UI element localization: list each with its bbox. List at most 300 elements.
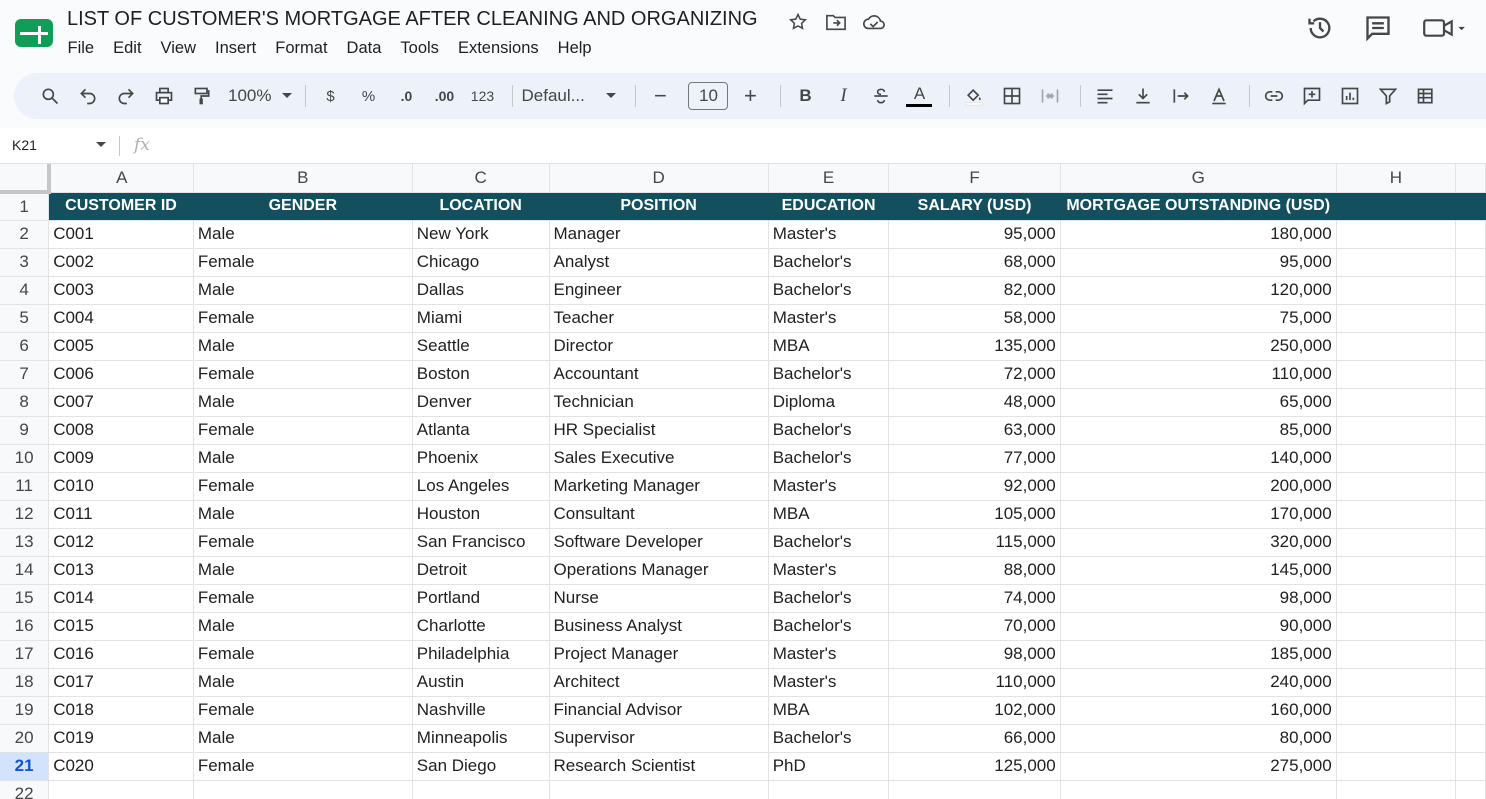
cell-position[interactable]: Research Scientist [549,752,768,780]
row-number[interactable]: 17 [0,640,49,668]
cell-position[interactable]: Analyst [549,248,768,276]
insert-chart-icon[interactable] [1334,80,1366,112]
cell-salary[interactable]: 72,000 [889,360,1060,388]
header-cell-education[interactable]: EDUCATION [768,192,889,220]
cell-position[interactable]: Marketing Manager [549,472,768,500]
cell-mortgage[interactable]: 75,000 [1060,304,1336,332]
cell-location[interactable]: Portland [412,584,549,612]
row-number[interactable]: 6 [0,332,49,360]
header-cell-position[interactable]: POSITION [549,192,768,220]
cloud-saved-icon[interactable] [862,10,886,34]
paint-format-icon[interactable] [186,80,218,112]
cell-gender[interactable]: Female [193,696,412,724]
meet-video-icon[interactable] [1422,14,1466,42]
cell-empty[interactable] [1336,220,1456,248]
cell-position[interactable]: Consultant [549,500,768,528]
cell-empty[interactable] [49,780,194,799]
cell-position[interactable]: Manager [549,220,768,248]
cell-gender[interactable]: Male [193,444,412,472]
cell-position[interactable]: Financial Advisor [549,696,768,724]
filter-views-icon[interactable] [1410,80,1442,112]
cell-location[interactable]: Denver [412,388,549,416]
cell-gender[interactable]: Male [193,388,412,416]
cell-mortgage[interactable]: 275,000 [1060,752,1336,780]
row-number[interactable]: 5 [0,304,49,332]
cell-customer-id[interactable]: C014 [49,584,194,612]
table-row [0,584,1486,612]
cell-customer-id[interactable]: C009 [49,444,194,472]
cell-salary[interactable]: 77,000 [889,444,1060,472]
sheets-logo-icon[interactable] [14,18,54,48]
cell-empty[interactable] [1456,780,1486,799]
cell-empty[interactable] [549,780,768,799]
cell-location[interactable]: San Francisco [412,528,549,556]
cell-customer-id[interactable]: C008 [49,416,194,444]
cell-customer-id[interactable]: C005 [49,332,194,360]
cell-position[interactable]: Software Developer [549,528,768,556]
select-all-corner[interactable] [0,164,49,192]
borders-icon[interactable] [996,80,1028,112]
column-header-g[interactable]: G [1060,164,1336,192]
cell-gender[interactable]: Male [193,276,412,304]
cell-position[interactable]: Director [549,332,768,360]
cell-education[interactable]: Master's [768,640,889,668]
cell-customer-id[interactable]: C013 [49,556,194,584]
cell-empty[interactable] [1456,220,1486,248]
column-header-c[interactable]: C [412,164,549,192]
cell-gender[interactable]: Female [193,248,412,276]
cell-empty[interactable] [1456,500,1486,528]
column-header-f[interactable]: F [889,164,1060,192]
cell-location[interactable]: Boston [412,360,549,388]
cell-education[interactable]: MBA [768,500,889,528]
version-history-icon[interactable] [1306,14,1334,42]
cell-mortgage[interactable]: 320,000 [1060,528,1336,556]
cell-salary[interactable]: 68,000 [889,248,1060,276]
cell-empty[interactable] [1336,472,1456,500]
cell-empty[interactable] [1456,416,1486,444]
menu-file[interactable]: File [67,39,95,57]
cell-position[interactable]: Project Manager [549,640,768,668]
menu-format[interactable]: Format [275,39,328,57]
cell-empty[interactable] [1456,304,1486,332]
cell-education[interactable]: Bachelor's [768,360,889,388]
cell-salary[interactable]: 98,000 [889,640,1060,668]
cell-empty[interactable] [1336,612,1456,640]
cell-education[interactable]: Master's [768,472,889,500]
row-number[interactable]: 12 [0,500,49,528]
row-number[interactable]: 15 [0,584,49,612]
cell-empty[interactable] [1456,556,1486,584]
cell-education[interactable]: MBA [768,332,889,360]
cell-salary[interactable]: 88,000 [889,556,1060,584]
cell-empty[interactable] [1336,724,1456,752]
cell-location[interactable]: Austin [412,668,549,696]
column-header-a[interactable]: A [49,164,194,192]
column-header-e[interactable]: E [768,164,889,192]
format-currency-button[interactable]: $ [326,87,335,105]
column-header-d[interactable]: D [549,164,768,192]
cell-gender[interactable]: Female [193,752,412,780]
cell-mortgage[interactable]: 250,000 [1060,332,1336,360]
cell-empty[interactable] [1336,276,1456,304]
fill-color-icon[interactable] [958,80,990,112]
insert-comment-icon[interactable] [1296,80,1328,112]
cell-empty[interactable] [1456,360,1486,388]
column-header-next[interactable] [1456,164,1486,192]
row-number[interactable]: 7 [0,360,49,388]
table-row [0,780,1486,799]
cell-gender[interactable]: Female [193,584,412,612]
header-cell-mortgage[interactable]: MORTGAGE OUTSTANDING (USD) [1060,192,1336,220]
cell-empty[interactable] [1336,752,1456,780]
cell-empty[interactable] [1456,388,1486,416]
cell-empty[interactable] [1336,528,1456,556]
table-row [0,640,1486,668]
cell-mortgage[interactable]: 185,000 [1060,640,1336,668]
cell-empty[interactable] [1336,780,1456,799]
cell-empty[interactable] [1456,332,1486,360]
text-wrapping-icon[interactable] [1165,80,1197,112]
menu-edit[interactable]: Edit [113,39,142,57]
cell-location[interactable]: Houston [412,500,549,528]
table-row [0,696,1486,724]
cell-mortgage[interactable]: 95,000 [1060,248,1336,276]
cell-position[interactable]: Supervisor [549,724,768,752]
cell-salary[interactable]: 95,000 [889,220,1060,248]
cell-location[interactable]: Atlanta [412,416,549,444]
cell-empty[interactable] [1336,640,1456,668]
move-folder-icon[interactable] [824,10,848,34]
more-formats-button[interactable]: 123 [470,88,495,104]
increase-decimal-button[interactable]: .00 [434,88,455,104]
text-color-button[interactable] [903,80,935,112]
font-select[interactable] [521,86,617,106]
cell-gender[interactable]: Male [193,500,412,528]
row-number[interactable]: 22 [0,780,49,799]
toolbar-divider [949,85,950,107]
header-cell-salary[interactable]: SALARY (USD) [889,192,1060,220]
row-number[interactable]: 11 [0,472,49,500]
cell-salary[interactable]: 135,000 [889,332,1060,360]
cell-customer-id[interactable]: C011 [49,500,194,528]
cell-mortgage[interactable]: 65,000 [1060,388,1336,416]
cell-customer-id[interactable]: C020 [49,752,194,780]
cell-education[interactable]: Bachelor's [768,724,889,752]
cell-salary[interactable]: 66,000 [889,724,1060,752]
menu-view[interactable]: View [160,39,196,57]
cell-customer-id[interactable]: C010 [49,472,194,500]
row-number[interactable]: 9 [0,416,49,444]
cell-empty[interactable] [768,780,889,799]
row-number[interactable]: 18 [0,668,49,696]
star-icon[interactable] [786,10,810,34]
cell-salary[interactable]: 115,000 [889,528,1060,556]
cell-gender[interactable]: Male [193,668,412,696]
cell-salary[interactable]: 125,000 [889,752,1060,780]
cell-mortgage[interactable]: 240,000 [1060,668,1336,696]
cell-location[interactable]: Phoenix [412,444,549,472]
cell-position[interactable]: Engineer [549,276,768,304]
cell-position[interactable]: Teacher [549,304,768,332]
column-header-h[interactable]: H [1336,164,1456,192]
cell-gender[interactable]: Female [193,640,412,668]
cell-empty[interactable] [1456,528,1486,556]
cell-education[interactable]: Master's [768,556,889,584]
toolbar-divider [512,85,513,107]
cell-mortgage[interactable]: 85,000 [1060,416,1336,444]
cell-empty[interactable] [1336,444,1456,472]
cell-mortgage[interactable]: 145,000 [1060,556,1336,584]
cell-position[interactable]: Operations Manager [549,556,768,584]
cell-empty[interactable] [1336,668,1456,696]
bold-button[interactable]: B [799,86,812,105]
cell-position[interactable]: Accountant [549,360,768,388]
cell-empty[interactable] [1456,276,1486,304]
cell-location[interactable]: Seattle [412,332,549,360]
print-icon[interactable] [148,80,180,112]
chevron-down-icon [281,90,293,102]
cell-salary[interactable]: 110,000 [889,668,1060,696]
cell-salary[interactable]: 82,000 [889,276,1060,304]
cell-mortgage[interactable]: 80,000 [1060,724,1336,752]
cell-empty[interactable] [1336,584,1456,612]
cell-location[interactable]: Charlotte [412,612,549,640]
cell-mortgage[interactable]: 110,000 [1060,360,1336,388]
cell-education[interactable]: Bachelor's [768,528,889,556]
cell-mortgage[interactable]: 120,000 [1060,276,1336,304]
row-number[interactable]: 14 [0,556,49,584]
cell-location[interactable]: Dallas [412,276,549,304]
strikethrough-icon[interactable] [865,80,897,112]
cell-location[interactable]: Los Angeles [412,472,549,500]
table-row [0,444,1486,472]
row-number[interactable]: 19 [0,696,49,724]
cell-location[interactable]: Minneapolis [412,724,549,752]
text-color-swatch [906,104,932,107]
cell-customer-id[interactable]: C018 [49,696,194,724]
font-size-input[interactable]: 10 [688,82,728,110]
cell-education[interactable]: Bachelor's [768,248,889,276]
cell-gender[interactable]: Female [193,528,412,556]
cell-empty[interactable] [412,780,549,799]
menu-tools[interactable]: Tools [400,39,439,57]
cell-customer-id[interactable]: C004 [49,304,194,332]
cell-empty[interactable] [1336,304,1456,332]
comments-icon[interactable] [1364,14,1392,42]
search-menus-icon[interactable] [34,80,66,112]
cell-empty[interactable] [1336,500,1456,528]
cell-gender[interactable]: Female [193,416,412,444]
cell-empty[interactable] [1456,444,1486,472]
cell-gender[interactable]: Female [193,304,412,332]
table-body [0,220,1486,799]
cell-education[interactable]: Master's [768,220,889,248]
cell-customer-id[interactable]: C016 [49,640,194,668]
cell-mortgage[interactable]: 160,000 [1060,696,1336,724]
cell-mortgage[interactable]: 180,000 [1060,220,1336,248]
cell-customer-id[interactable]: C006 [49,360,194,388]
table-header-row [0,192,1486,220]
cell-gender[interactable]: Male [193,220,412,248]
cell-empty[interactable] [1336,360,1456,388]
cell-gender[interactable]: Female [193,360,412,388]
increase-font-size-icon[interactable]: + [744,83,757,108]
cell-customer-id[interactable]: C007 [49,388,194,416]
cell-empty[interactable] [1336,556,1456,584]
zoom-select[interactable] [224,86,297,106]
header-cell-location[interactable]: LOCATION [412,192,549,220]
row-number[interactable]: 10 [0,444,49,472]
row-number[interactable]: 8 [0,388,49,416]
menu-data[interactable]: Data [346,39,382,57]
cell-education[interactable]: Master's [768,304,889,332]
row-number[interactable]: 3 [0,248,49,276]
table-row [0,220,1486,248]
cell-empty[interactable] [1456,696,1486,724]
cell-education[interactable]: Bachelor's [768,444,889,472]
cell-gender[interactable]: Male [193,556,412,584]
cell-empty[interactable] [1336,388,1456,416]
cell-empty[interactable] [1336,696,1456,724]
menu-insert[interactable]: Insert [215,39,257,57]
cell-location[interactable]: San Diego [412,752,549,780]
cell-education[interactable]: Master's [768,668,889,696]
row-number[interactable]: 2 [0,220,49,248]
cell-location[interactable]: Nashville [412,696,549,724]
row-number[interactable]: 13 [0,528,49,556]
format-percent-button[interactable]: % [361,87,376,105]
cell-education[interactable]: MBA [768,696,889,724]
cell-location[interactable]: New York [412,220,549,248]
merge-cells-icon[interactable] [1034,80,1066,112]
cell-customer-id[interactable]: C001 [49,220,194,248]
cell-gender[interactable]: Male [193,332,412,360]
cell-position[interactable]: Technician [549,388,768,416]
cell-gender[interactable]: Male [193,612,412,640]
chevron-down-icon[interactable] [96,140,106,150]
redo-icon[interactable] [110,80,142,112]
cell-empty[interactable] [193,780,412,799]
row-number[interactable]: 20 [0,724,49,752]
cell-empty[interactable] [1456,668,1486,696]
cell-mortgage[interactable]: 98,000 [1060,584,1336,612]
row-number[interactable]: 16 [0,612,49,640]
cell-mortgage[interactable]: 140,000 [1060,444,1336,472]
formula-divider [119,136,120,156]
cell-position[interactable]: Nurse [549,584,768,612]
italic-button[interactable]: I [840,85,847,106]
cell-empty[interactable] [1336,248,1456,276]
cell-empty[interactable] [1456,584,1486,612]
cell-empty[interactable] [1336,416,1456,444]
filter-icon[interactable] [1372,80,1404,112]
cell-position[interactable]: HR Specialist [549,416,768,444]
cell-customer-id[interactable]: C003 [49,276,194,304]
cell-gender[interactable]: Male [193,724,412,752]
cell-location[interactable]: Miami [412,304,549,332]
cell-customer-id[interactable]: C017 [49,668,194,696]
vertical-align-icon[interactable] [1127,80,1159,112]
cell-salary[interactable]: 48,000 [889,388,1060,416]
column-header-b[interactable]: B [193,164,412,192]
header-cell-gender[interactable]: GENDER [193,192,412,220]
cell-education[interactable]: Bachelor's [768,416,889,444]
table-row [0,360,1486,388]
cell-empty[interactable] [1336,332,1456,360]
decrease-font-size-icon[interactable]: − [654,83,667,108]
cell-customer-id[interactable]: C002 [49,248,194,276]
header-cell-customer-id[interactable]: CUSTOMER ID [49,192,194,220]
cell-gender[interactable]: Female [193,472,412,500]
cell-education[interactable]: Bachelor's [768,276,889,304]
toolbar-divider [780,85,781,107]
undo-icon[interactable] [72,80,104,112]
header-cell-next[interactable] [1456,192,1486,220]
table-row [0,724,1486,752]
cell-empty[interactable] [889,780,1060,799]
cell-mortgage[interactable]: 90,000 [1060,612,1336,640]
horizontal-align-icon[interactable] [1089,80,1121,112]
cell-location[interactable]: Detroit [412,556,549,584]
cell-salary[interactable]: 105,000 [889,500,1060,528]
cell-position[interactable]: Architect [549,668,768,696]
cell-empty[interactable] [1456,472,1486,500]
row-number[interactable]: 4 [0,276,49,304]
insert-link-icon[interactable] [1258,80,1290,112]
cell-empty[interactable] [1456,752,1486,780]
cell-salary[interactable]: 92,000 [889,472,1060,500]
document-title[interactable]: LIST OF CUSTOMER'S MORTGAGE AFTER CLEANING AND ORGANIZING [67,8,758,30]
cell-salary[interactable]: 102,000 [889,696,1060,724]
cell-salary[interactable]: 70,000 [889,612,1060,640]
cell-position[interactable]: Business Analyst [549,612,768,640]
cell-empty[interactable] [1060,780,1336,799]
table-row [0,472,1486,500]
cell-empty[interactable] [1456,612,1486,640]
toolbar-divider [1080,85,1081,107]
decrease-decimal-button[interactable]: .0 [400,88,413,104]
cell-empty[interactable] [1456,248,1486,276]
cell-education[interactable]: PhD [768,752,889,780]
row-number[interactable]: 1 [0,192,49,220]
text-rotation-icon[interactable] [1203,80,1235,112]
cell-empty[interactable] [1456,640,1486,668]
cell-education[interactable]: Bachelor's [768,584,889,612]
cell-customer-id[interactable]: C012 [49,528,194,556]
cell-salary[interactable]: 74,000 [889,584,1060,612]
cell-customer-id[interactable]: C015 [49,612,194,640]
cell-salary[interactable]: 58,000 [889,304,1060,332]
cell-position[interactable]: Sales Executive [549,444,768,472]
cell-empty[interactable] [1456,724,1486,752]
table-row [0,416,1486,444]
cell-mortgage[interactable]: 200,000 [1060,472,1336,500]
cell-mortgage[interactable]: 170,000 [1060,500,1336,528]
row-number[interactable]: 21 [0,752,49,780]
cell-salary[interactable]: 63,000 [889,416,1060,444]
header-cell-h[interactable] [1336,192,1456,220]
cell-location[interactable]: Chicago [412,248,549,276]
menu-extensions[interactable]: Extensions [457,39,539,57]
name-box[interactable]: K21 [12,137,37,153]
cell-education[interactable]: Diploma [768,388,889,416]
cell-location[interactable]: Philadelphia [412,640,549,668]
menu-help[interactable]: Help [557,39,592,57]
cell-education[interactable]: Bachelor's [768,612,889,640]
cell-customer-id[interactable]: C019 [49,724,194,752]
chevron-down-icon [605,90,617,102]
